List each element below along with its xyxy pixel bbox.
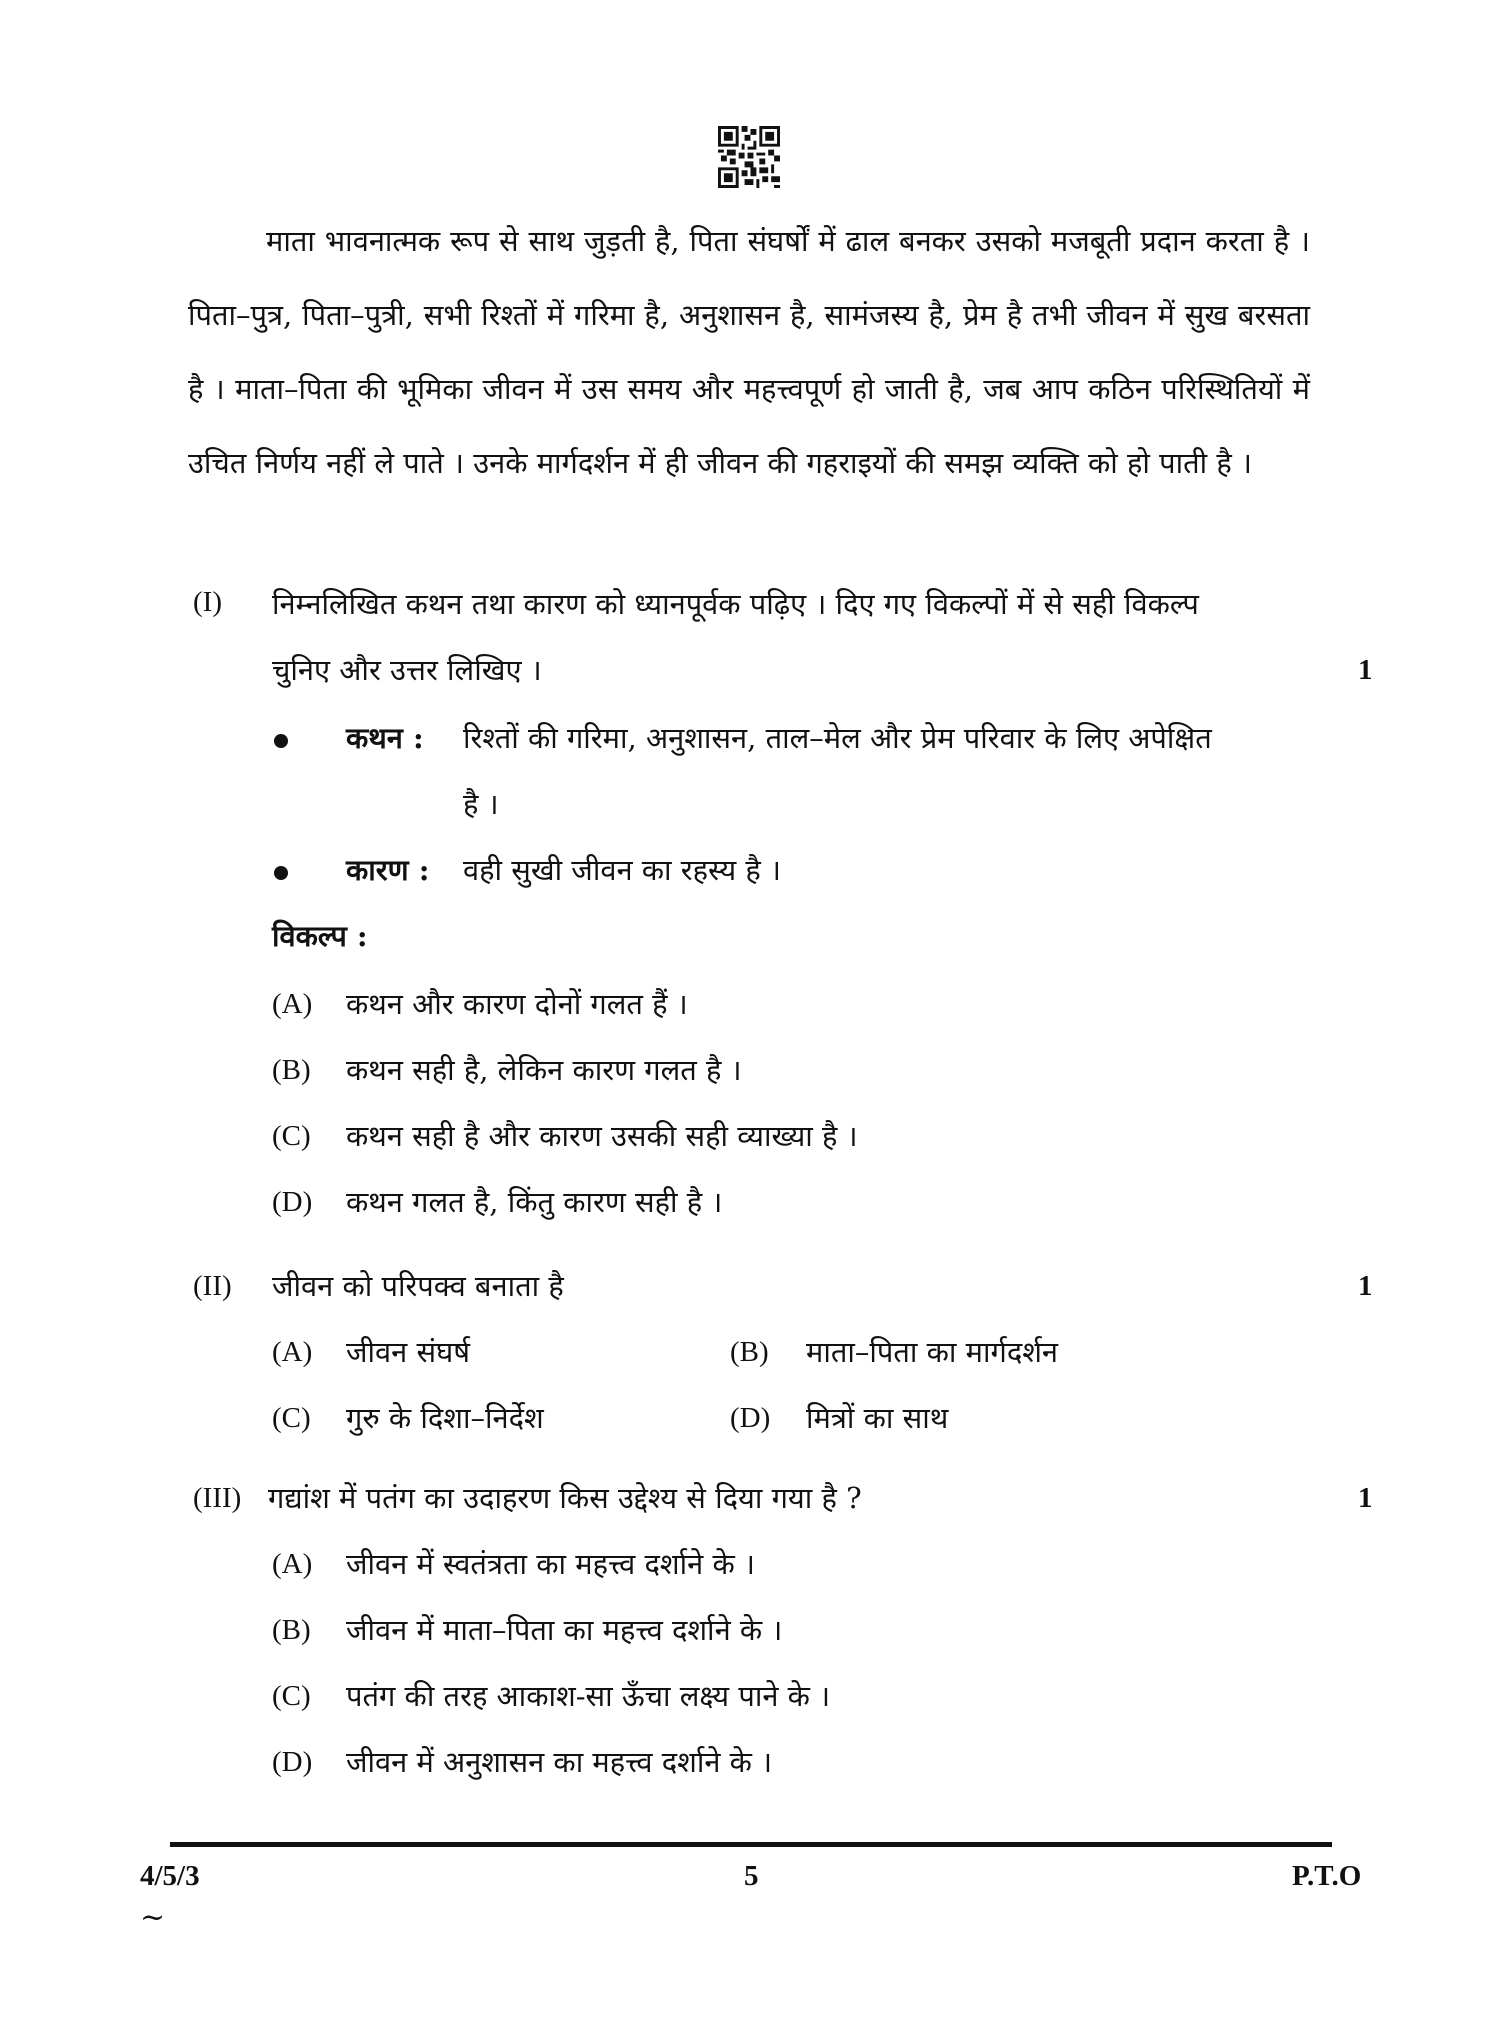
qr-code-icon [718,126,780,188]
option-text: गुरु के दिशा–निर्देश [346,1401,544,1435]
pto-label: P.T.O [1292,1860,1362,1892]
option-key: (A) [272,1548,313,1580]
option-text: कथन गलत है, किंतु कारण सही है । [346,1185,723,1219]
marks: 1 [1358,1482,1373,1514]
question-text: जीवन को परिपक्व बनाता है [272,1269,564,1303]
passage-paragraph: माता भावनात्मक रूप से साथ जुड़ती है, पिता संघर्षों में ढाल बनकर उसको मजबूती प्रदान करता है । पिता–पुत्र, पिता–पुत्री, सभी रिश्तों में गरिमा है, अनुशासन है, सामंजस्य है, प्रेम है तभी जीवन में सुख बरसता है । माता–पिता की भूमिका जीवन में उस समय और महत्त्वपूर्ण हो जाती है, जब आप कठिन परिस्थितियों में उचित निर्णय नहीं ले पाते । उनके मार्गदर्शन में ही जीवन की गहराइयों की समझ व्यक्ति को हो पाती है । [188,224,1310,480]
option-key: (B) [730,1336,769,1368]
bullet-icon [274,866,288,880]
option-text: कथन सही है, लेकिन कारण गलत है । [346,1053,742,1087]
option-text: जीवन में अनुशासन का महत्त्व दर्शाने के । [346,1745,773,1779]
question-number: (III) [193,1482,242,1514]
option-text: जीवन संघर्ष [346,1335,470,1369]
kathan-text: है । [463,787,499,821]
tilde-mark: ~ [140,1900,166,1935]
option-text: कथन और कारण दोनों गलत हैं । [346,987,688,1021]
option-text: माता–पिता का मार्गदर्शन [806,1335,1059,1369]
option-text: जीवन में माता–पिता का महत्त्व दर्शाने के । [346,1613,783,1647]
footer-rule [170,1842,1332,1847]
paper-code: 4/5/3 [140,1860,200,1892]
option-text: पतंग की तरह आकाश-सा ऊँचा लक्ष्य पाने के । [346,1679,831,1713]
option-text: मित्रों का साथ [806,1401,949,1435]
option-key: (C) [272,1680,311,1712]
option-key: (A) [272,1336,313,1368]
option-key: (D) [272,1746,313,1778]
option-key: (D) [272,1186,313,1218]
option-key: (C) [272,1120,311,1152]
marks: 1 [1358,654,1373,686]
karan-text: वही सुखी जीवन का रहस्य है । [463,853,781,887]
option-key: (B) [272,1054,311,1086]
option-key: (C) [272,1402,311,1434]
option-text: जीवन में स्वतंत्रता का महत्त्व दर्शाने के । [346,1547,755,1581]
option-key: (D) [730,1402,771,1434]
question-text: निम्नलिखित कथन तथा कारण को ध्यानपूर्वक पढ़िए । दिए गए विकल्पों में से सही विकल्प [272,587,1199,621]
question-text: चुनिए और उत्तर लिखिए । [272,653,542,687]
karan-label: कारण : [346,853,430,887]
page-number: 5 [744,1860,759,1892]
option-text: कथन सही है और कारण उसकी सही व्याख्या है । [346,1119,858,1153]
option-key: (B) [272,1614,311,1646]
question-number: (I) [193,586,222,618]
options-label: विकल्प : [272,919,368,953]
question-number: (II) [193,1270,232,1302]
bullet-icon [274,734,288,748]
kathan-label: कथन : [346,721,424,755]
question-text: गद्यांश में पतंग का उदाहरण किस उद्देश्य से दिया गया है ? [268,1481,862,1515]
option-key: (A) [272,988,313,1020]
kathan-text: रिश्तों की गरिमा, अनुशासन, ताल–मेल और प्रेम परिवार के लिए अपेक्षित [463,721,1212,755]
marks: 1 [1358,1270,1373,1302]
